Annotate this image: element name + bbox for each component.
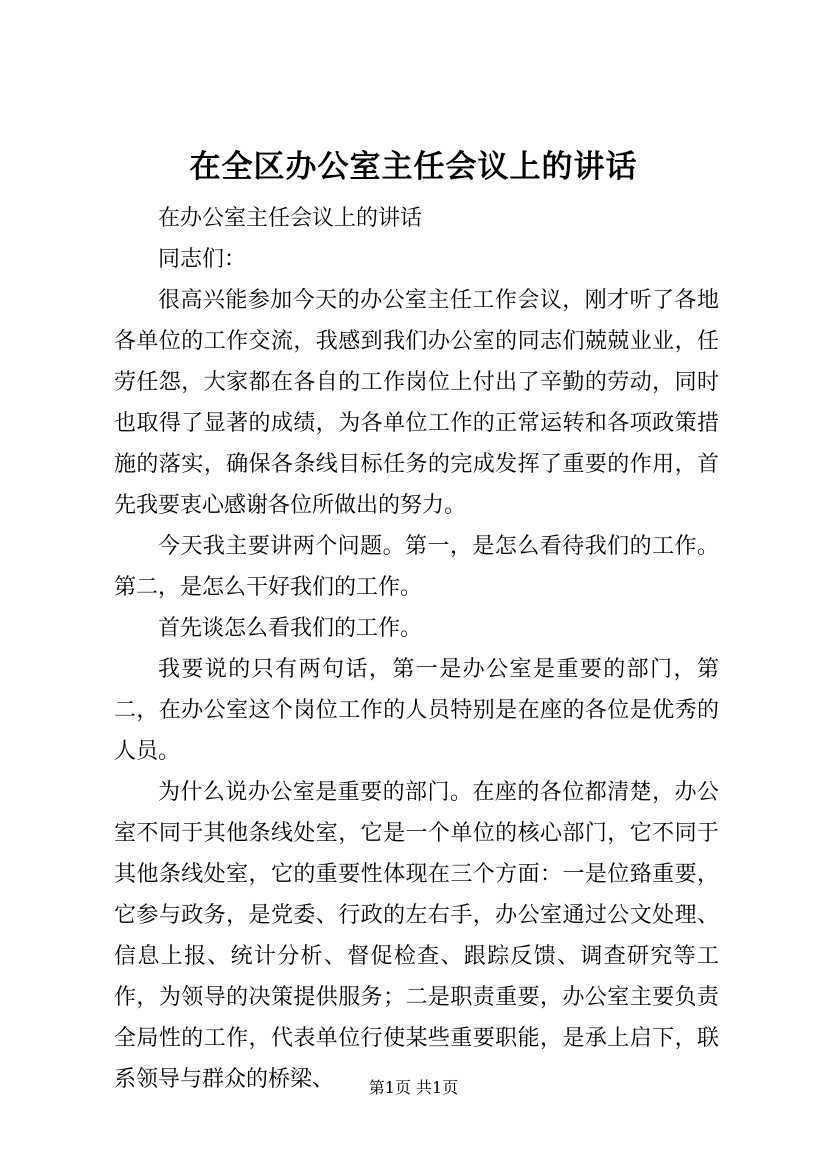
paragraph-importance: 为什么说办公室是重要的部门。在座的各位都清楚，办公室不同于其他条线处室，它是一个单位的核心部门，它不同于其他条线处室，它的重要性体现在三个方面：一是位臵重要，它参与政务，是党委、行政的左右手，办公室通过公文处理、信息上报、统计分析、督促检查、跟踪反馈、调查研究等工作，为领导的决策提供服务；二是职责重要，办公室主要负责全局性的工作，代表单位行使某些重要职能，是承上启下，联系领导与群众的桥梁、 <box>114 780 719 1092</box>
paragraph-opening: 很高兴能参加今天的办公室主任工作会议，刚才听了各地各单位的工作交流，我感到我们办公室的同志们兢兢业业，任劳任怨，大家都在各自的工作岗位上付出了辛勤的劳动，同时也取得了显著的成绩，为各单位工作的正常运转和各项政策措施的落实，确保各条线目标任务的完成发挥了重要的作用，首先我要衷心感谢各位所做出的努力。 <box>114 288 719 518</box>
paragraph-two-sentences: 我要说的只有两句话，第一是办公室是重要的部门，第二，在办公室这个岗位工作的人员特别是在座的各位是优秀的人员。 <box>114 657 719 764</box>
paragraph-first-topic: 首先谈怎么看我们的工作。 <box>158 616 423 641</box>
paragraph-subtitle: 在办公室主任会议上的讲话 <box>158 206 423 231</box>
paragraph-salutation: 同志们： <box>158 247 247 272</box>
page-footer: 第1页 共1页 <box>368 1078 459 1097</box>
document-body <box>114 198 719 1100</box>
paragraph-topics: 今天我主要讲两个问题。第一，是怎么看待我们的工作。第二，是怎么干好我们的工作。 <box>114 534 719 600</box>
document-title: 在全区办公室主任会议上的讲话 <box>189 149 638 185</box>
